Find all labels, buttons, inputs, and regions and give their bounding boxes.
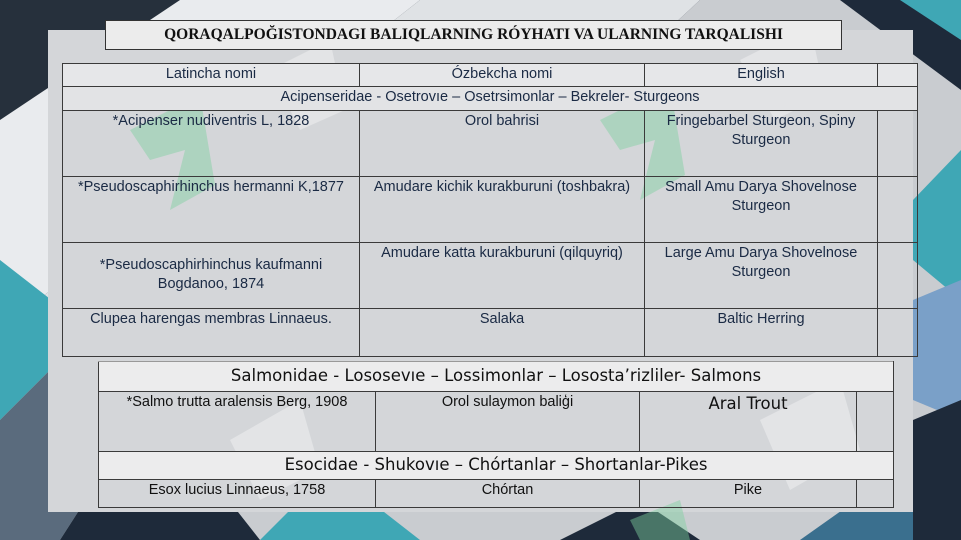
family-row <box>99 452 894 480</box>
english-name-cell: Fringebarbel Sturgeon, Spiny Sturgeon <box>645 110 878 176</box>
uzbek-name-cell: Amudare katta kurakburuni (qilquyriq) <box>360 242 645 308</box>
extra-cell <box>878 110 918 176</box>
family-row <box>99 362 894 392</box>
header-extra <box>878 64 918 87</box>
uzbek-name-cell: Amudare kichik kurakburuni (toshbakra) <box>360 176 645 242</box>
uzbek-name-cell: Orol bahrisi <box>360 110 645 176</box>
extra-cell <box>878 242 918 308</box>
table-row <box>63 242 918 308</box>
page-title: QORAQALPOĞISTONDAGI BALIQLARNING RÓYHATI VA ULARNING TARQALISHI <box>105 20 842 50</box>
latin-name-cell: Clupea harengas membras Linnaeus. <box>63 308 360 356</box>
extra-cell <box>857 392 894 452</box>
fish-table-sturgeons <box>62 63 918 357</box>
table-header-row <box>63 64 918 87</box>
extra-cell <box>878 308 918 356</box>
family-row <box>63 86 918 110</box>
family-salmonidae: Salmonidae - Lososevıe – Lossimonlar – Lososta’rizliler- Salmons <box>99 362 894 392</box>
latin-name-cell: *Pseudoscaphirhinchus hermanni K,1877 <box>63 176 360 242</box>
table-row <box>99 392 894 452</box>
header-uzbek-name: Ózbekcha nomi <box>360 64 645 87</box>
latin-name-cell: *Pseudoscaphirhinchus kaufmanni Bogdanoo, 1874 <box>63 242 360 308</box>
table-row <box>63 308 918 356</box>
latin-name-cell: Esox lucius Linnaeus, 1758 <box>99 480 376 508</box>
header-english-name: English <box>645 64 878 87</box>
uzbek-name-cell: Salaka <box>360 308 645 356</box>
table-row <box>99 480 894 508</box>
latin-name-cell: *Acipenser nudiventris L, 1828 <box>63 110 360 176</box>
english-name-cell: Aral Trout <box>640 392 857 452</box>
extra-cell <box>878 176 918 242</box>
english-name-cell: Large Amu Darya Shovelnose Sturgeon <box>645 242 878 308</box>
table-row <box>63 176 918 242</box>
english-name-cell: Baltic Herring <box>645 308 878 356</box>
family-acipenseridae: Acipenseridae - Osetrovıe – Osetrsimonlar – Bekreler- Sturgeons <box>63 86 918 110</box>
family-esocidae: Esocidae - Shukovıe – Chórtanlar – Shortanlar-Pikes <box>99 452 894 480</box>
english-name-cell: Small Amu Darya Shovelnose Sturgeon <box>645 176 878 242</box>
table-row <box>63 110 918 176</box>
extra-cell <box>857 480 894 508</box>
latin-name-cell: *Salmo trutta aralensis Berg, 1908 <box>99 392 376 452</box>
english-name-cell: Pike <box>640 480 857 508</box>
fish-table-salmons-pikes <box>98 361 894 508</box>
uzbek-name-cell: Chórtan <box>376 480 640 508</box>
header-latin-name: Latincha nomi <box>63 64 360 87</box>
uzbek-name-cell: Orol sulaymon baliģi <box>376 392 640 452</box>
